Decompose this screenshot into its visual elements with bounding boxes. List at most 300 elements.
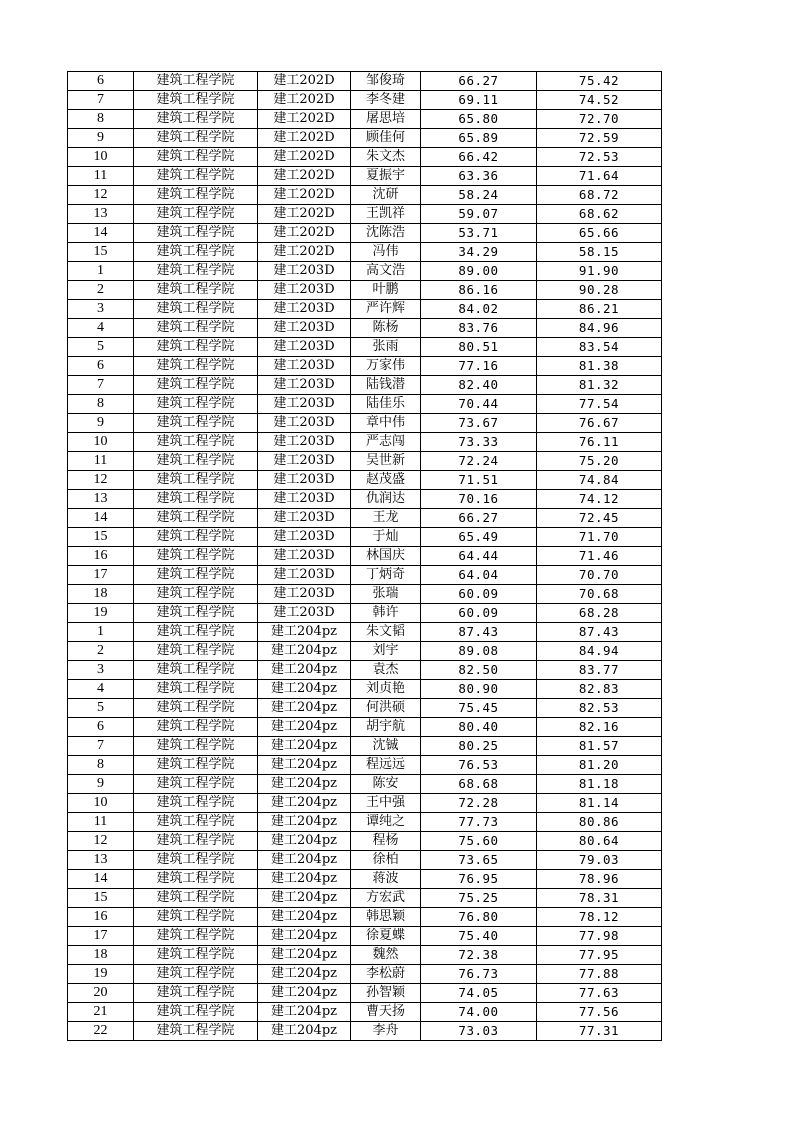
- college-cell: 建筑工程学院: [134, 357, 258, 376]
- class-cell: 建工204pz: [258, 699, 351, 718]
- table-row: [68, 927, 662, 946]
- student-name-cell: 程远远: [351, 756, 421, 775]
- score-a-cell: 73.33: [421, 433, 537, 452]
- row-index-cell: 18: [68, 946, 134, 965]
- student-name-cell: 丁炳奇: [351, 566, 421, 585]
- table-row: [68, 1003, 662, 1022]
- college-cell: 建筑工程学院: [134, 699, 258, 718]
- table-row: [68, 813, 662, 832]
- score-b-cell: 82.16: [537, 718, 662, 737]
- class-cell: 建工203D: [258, 414, 351, 433]
- college-cell: 建筑工程学院: [134, 642, 258, 661]
- college-cell: 建筑工程学院: [134, 889, 258, 908]
- score-b-cell: 68.62: [537, 205, 662, 224]
- row-index-cell: 17: [68, 927, 134, 946]
- score-b-cell: 72.59: [537, 129, 662, 148]
- class-cell: 建工203D: [258, 490, 351, 509]
- row-index-cell: 3: [68, 661, 134, 680]
- row-index-cell: 8: [68, 395, 134, 414]
- college-cell: 建筑工程学院: [134, 737, 258, 756]
- row-index-cell: 19: [68, 965, 134, 984]
- college-cell: 建筑工程学院: [134, 471, 258, 490]
- score-a-cell: 74.00: [421, 1003, 537, 1022]
- table-row: [68, 110, 662, 129]
- table-row: [68, 186, 662, 205]
- score-b-cell: 68.72: [537, 186, 662, 205]
- college-cell: 建筑工程学院: [134, 319, 258, 338]
- college-cell: 建筑工程学院: [134, 300, 258, 319]
- score-a-cell: 66.27: [421, 72, 537, 91]
- college-cell: 建筑工程学院: [134, 338, 258, 357]
- college-cell: 建筑工程学院: [134, 718, 258, 737]
- college-cell: 建筑工程学院: [134, 186, 258, 205]
- class-cell: 建工202D: [258, 167, 351, 186]
- student-name-cell: 陆钱潜: [351, 376, 421, 395]
- row-index-cell: 12: [68, 471, 134, 490]
- college-cell: 建筑工程学院: [134, 395, 258, 414]
- score-a-cell: 60.09: [421, 604, 537, 623]
- table-row: [68, 528, 662, 547]
- college-cell: 建筑工程学院: [134, 490, 258, 509]
- student-name-cell: 朱文杰: [351, 148, 421, 167]
- student-name-cell: 沈研: [351, 186, 421, 205]
- table-row: [68, 338, 662, 357]
- row-index-cell: 10: [68, 433, 134, 452]
- score-b-cell: 82.83: [537, 680, 662, 699]
- score-b-cell: 81.20: [537, 756, 662, 775]
- college-cell: 建筑工程学院: [134, 851, 258, 870]
- row-index-cell: 7: [68, 737, 134, 756]
- class-cell: 建工204pz: [258, 870, 351, 889]
- score-b-cell: 87.43: [537, 623, 662, 642]
- score-a-cell: 76.95: [421, 870, 537, 889]
- score-b-cell: 72.45: [537, 509, 662, 528]
- student-name-cell: 顾佳何: [351, 129, 421, 148]
- college-cell: 建筑工程学院: [134, 262, 258, 281]
- class-cell: 建工202D: [258, 186, 351, 205]
- college-cell: 建筑工程学院: [134, 167, 258, 186]
- student-name-cell: 屠思培: [351, 110, 421, 129]
- college-cell: 建筑工程学院: [134, 148, 258, 167]
- score-a-cell: 65.80: [421, 110, 537, 129]
- college-cell: 建筑工程学院: [134, 680, 258, 699]
- score-b-cell: 81.18: [537, 775, 662, 794]
- class-cell: 建工202D: [258, 129, 351, 148]
- class-cell: 建工204pz: [258, 680, 351, 699]
- row-index-cell: 13: [68, 490, 134, 509]
- class-cell: 建工204pz: [258, 927, 351, 946]
- table-row: [68, 908, 662, 927]
- score-a-cell: 80.51: [421, 338, 537, 357]
- class-cell: 建工204pz: [258, 623, 351, 642]
- score-b-cell: 82.53: [537, 699, 662, 718]
- class-cell: 建工203D: [258, 452, 351, 471]
- score-a-cell: 70.44: [421, 395, 537, 414]
- student-name-cell: 陈安: [351, 775, 421, 794]
- score-b-cell: 68.28: [537, 604, 662, 623]
- class-cell: 建工204pz: [258, 965, 351, 984]
- class-cell: 建工203D: [258, 471, 351, 490]
- student-name-cell: 张雨: [351, 338, 421, 357]
- student-name-cell: 陈杨: [351, 319, 421, 338]
- college-cell: 建筑工程学院: [134, 984, 258, 1003]
- student-name-cell: 李松蔚: [351, 965, 421, 984]
- row-index-cell: 11: [68, 452, 134, 471]
- score-a-cell: 66.27: [421, 509, 537, 528]
- table-row: [68, 889, 662, 908]
- table-row: [68, 72, 662, 91]
- student-name-cell: 朱文韬: [351, 623, 421, 642]
- table-row: [68, 300, 662, 319]
- score-b-cell: 77.63: [537, 984, 662, 1003]
- row-index-cell: 3: [68, 300, 134, 319]
- class-cell: 建工203D: [258, 604, 351, 623]
- student-name-cell: 徐夏蝶: [351, 927, 421, 946]
- student-name-cell: 邹俊琦: [351, 72, 421, 91]
- score-b-cell: 77.88: [537, 965, 662, 984]
- score-b-cell: 77.56: [537, 1003, 662, 1022]
- college-cell: 建筑工程学院: [134, 566, 258, 585]
- table-row: [68, 680, 662, 699]
- score-b-cell: 80.64: [537, 832, 662, 851]
- row-index-cell: 6: [68, 357, 134, 376]
- row-index-cell: 14: [68, 870, 134, 889]
- college-cell: 建筑工程学院: [134, 946, 258, 965]
- student-name-cell: 曹天扬: [351, 1003, 421, 1022]
- college-cell: 建筑工程学院: [134, 91, 258, 110]
- student-name-cell: 蒋波: [351, 870, 421, 889]
- score-b-cell: 70.68: [537, 585, 662, 604]
- row-index-cell: 9: [68, 775, 134, 794]
- row-index-cell: 9: [68, 129, 134, 148]
- student-name-cell: 冯伟: [351, 243, 421, 262]
- class-cell: 建工204pz: [258, 1022, 351, 1041]
- score-b-cell: 83.77: [537, 661, 662, 680]
- row-index-cell: 2: [68, 642, 134, 661]
- student-name-cell: 吴世新: [351, 452, 421, 471]
- score-b-cell: 74.52: [537, 91, 662, 110]
- class-cell: 建工204pz: [258, 889, 351, 908]
- class-cell: 建工202D: [258, 243, 351, 262]
- table-row: [68, 1022, 662, 1041]
- row-index-cell: 6: [68, 72, 134, 91]
- score-a-cell: 77.73: [421, 813, 537, 832]
- row-index-cell: 15: [68, 243, 134, 262]
- student-name-cell: 陆佳乐: [351, 395, 421, 414]
- table-row: [68, 205, 662, 224]
- score-table-body: [68, 72, 662, 1041]
- score-a-cell: 75.25: [421, 889, 537, 908]
- score-a-cell: 63.36: [421, 167, 537, 186]
- college-cell: 建筑工程学院: [134, 585, 258, 604]
- class-cell: 建工204pz: [258, 1003, 351, 1022]
- college-cell: 建筑工程学院: [134, 224, 258, 243]
- row-index-cell: 9: [68, 414, 134, 433]
- score-a-cell: 89.00: [421, 262, 537, 281]
- class-cell: 建工204pz: [258, 775, 351, 794]
- row-index-cell: 18: [68, 585, 134, 604]
- score-a-cell: 80.40: [421, 718, 537, 737]
- score-a-cell: 82.50: [421, 661, 537, 680]
- table-row: [68, 471, 662, 490]
- college-cell: 建筑工程学院: [134, 129, 258, 148]
- student-name-cell: 李舟: [351, 1022, 421, 1041]
- table-row: [68, 91, 662, 110]
- class-cell: 建工203D: [258, 319, 351, 338]
- table-row: [68, 243, 662, 262]
- student-name-cell: 李冬建: [351, 91, 421, 110]
- table-row: [68, 775, 662, 794]
- score-a-cell: 89.08: [421, 642, 537, 661]
- row-index-cell: 15: [68, 528, 134, 547]
- score-b-cell: 78.12: [537, 908, 662, 927]
- table-row: [68, 452, 662, 471]
- table-row: [68, 699, 662, 718]
- score-b-cell: 77.31: [537, 1022, 662, 1041]
- table-row: [68, 414, 662, 433]
- student-name-cell: 刘贞艳: [351, 680, 421, 699]
- college-cell: 建筑工程学院: [134, 908, 258, 927]
- class-cell: 建工203D: [258, 376, 351, 395]
- student-name-cell: 徐柏: [351, 851, 421, 870]
- class-cell: 建工202D: [258, 72, 351, 91]
- class-cell: 建工202D: [258, 91, 351, 110]
- table-row: [68, 167, 662, 186]
- row-index-cell: 1: [68, 262, 134, 281]
- row-index-cell: 14: [68, 224, 134, 243]
- class-cell: 建工204pz: [258, 756, 351, 775]
- score-a-cell: 86.16: [421, 281, 537, 300]
- row-index-cell: 11: [68, 813, 134, 832]
- score-a-cell: 73.03: [421, 1022, 537, 1041]
- score-a-cell: 60.09: [421, 585, 537, 604]
- score-b-cell: 83.54: [537, 338, 662, 357]
- score-b-cell: 70.70: [537, 566, 662, 585]
- score-a-cell: 58.24: [421, 186, 537, 205]
- score-b-cell: 84.96: [537, 319, 662, 338]
- student-name-cell: 叶鹏: [351, 281, 421, 300]
- table-row: [68, 794, 662, 813]
- score-b-cell: 77.54: [537, 395, 662, 414]
- table-row: [68, 585, 662, 604]
- score-a-cell: 87.43: [421, 623, 537, 642]
- student-name-cell: 万家伟: [351, 357, 421, 376]
- score-a-cell: 72.38: [421, 946, 537, 965]
- row-index-cell: 17: [68, 566, 134, 585]
- class-cell: 建工204pz: [258, 984, 351, 1003]
- row-index-cell: 8: [68, 756, 134, 775]
- table-row: [68, 490, 662, 509]
- score-b-cell: 74.84: [537, 471, 662, 490]
- row-index-cell: 4: [68, 319, 134, 338]
- score-b-cell: 71.70: [537, 528, 662, 547]
- score-b-cell: 71.46: [537, 547, 662, 566]
- college-cell: 建筑工程学院: [134, 509, 258, 528]
- student-name-cell: 仇润达: [351, 490, 421, 509]
- student-name-cell: 王凯祥: [351, 205, 421, 224]
- score-a-cell: 80.90: [421, 680, 537, 699]
- class-cell: 建工204pz: [258, 946, 351, 965]
- score-a-cell: 53.71: [421, 224, 537, 243]
- student-name-cell: 夏振宇: [351, 167, 421, 186]
- score-b-cell: 65.66: [537, 224, 662, 243]
- table-row: [68, 148, 662, 167]
- row-index-cell: 11: [68, 167, 134, 186]
- table-row: [68, 319, 662, 338]
- table-row: [68, 984, 662, 1003]
- table-row: [68, 129, 662, 148]
- score-a-cell: 70.16: [421, 490, 537, 509]
- score-b-cell: 86.21: [537, 300, 662, 319]
- class-cell: 建工203D: [258, 357, 351, 376]
- class-cell: 建工203D: [258, 262, 351, 281]
- college-cell: 建筑工程学院: [134, 965, 258, 984]
- score-b-cell: 81.14: [537, 794, 662, 813]
- row-index-cell: 2: [68, 281, 134, 300]
- table-row: [68, 661, 662, 680]
- class-cell: 建工204pz: [258, 718, 351, 737]
- student-name-cell: 程杨: [351, 832, 421, 851]
- row-index-cell: 21: [68, 1003, 134, 1022]
- score-a-cell: 74.05: [421, 984, 537, 1003]
- student-name-cell: 何洪硕: [351, 699, 421, 718]
- row-index-cell: 19: [68, 604, 134, 623]
- class-cell: 建工203D: [258, 585, 351, 604]
- college-cell: 建筑工程学院: [134, 243, 258, 262]
- score-a-cell: 73.67: [421, 414, 537, 433]
- college-cell: 建筑工程学院: [134, 452, 258, 471]
- score-b-cell: 58.15: [537, 243, 662, 262]
- class-cell: 建工202D: [258, 224, 351, 243]
- table-row: [68, 965, 662, 984]
- table-row: [68, 946, 662, 965]
- score-b-cell: 91.90: [537, 262, 662, 281]
- college-cell: 建筑工程学院: [134, 794, 258, 813]
- score-b-cell: 77.95: [537, 946, 662, 965]
- score-b-cell: 81.38: [537, 357, 662, 376]
- class-cell: 建工203D: [258, 281, 351, 300]
- table-row: [68, 395, 662, 414]
- class-cell: 建工204pz: [258, 813, 351, 832]
- class-cell: 建工203D: [258, 566, 351, 585]
- score-b-cell: 81.32: [537, 376, 662, 395]
- student-name-cell: 谭纯之: [351, 813, 421, 832]
- table-row: [68, 604, 662, 623]
- score-a-cell: 76.80: [421, 908, 537, 927]
- college-cell: 建筑工程学院: [134, 281, 258, 300]
- row-index-cell: 16: [68, 908, 134, 927]
- student-name-cell: 张瑞: [351, 585, 421, 604]
- college-cell: 建筑工程学院: [134, 433, 258, 452]
- class-cell: 建工203D: [258, 547, 351, 566]
- score-a-cell: 66.42: [421, 148, 537, 167]
- score-a-cell: 75.40: [421, 927, 537, 946]
- row-index-cell: 7: [68, 376, 134, 395]
- student-name-cell: 刘宇: [351, 642, 421, 661]
- table-row: [68, 433, 662, 452]
- college-cell: 建筑工程学院: [134, 813, 258, 832]
- student-name-cell: 袁杰: [351, 661, 421, 680]
- college-cell: 建筑工程学院: [134, 775, 258, 794]
- class-cell: 建工203D: [258, 300, 351, 319]
- row-index-cell: 5: [68, 338, 134, 357]
- student-name-cell: 沈陈浩: [351, 224, 421, 243]
- row-index-cell: 12: [68, 832, 134, 851]
- student-name-cell: 胡宇航: [351, 718, 421, 737]
- score-a-cell: 65.89: [421, 129, 537, 148]
- row-index-cell: 20: [68, 984, 134, 1003]
- college-cell: 建筑工程学院: [134, 414, 258, 433]
- class-cell: 建工203D: [258, 338, 351, 357]
- table-row: [68, 870, 662, 889]
- class-cell: 建工204pz: [258, 908, 351, 927]
- score-a-cell: 73.65: [421, 851, 537, 870]
- score-b-cell: 76.11: [537, 433, 662, 452]
- college-cell: 建筑工程学院: [134, 1022, 258, 1041]
- row-index-cell: 10: [68, 148, 134, 167]
- table-row: [68, 376, 662, 395]
- score-b-cell: 71.64: [537, 167, 662, 186]
- score-a-cell: 76.53: [421, 756, 537, 775]
- table-row: [68, 623, 662, 642]
- student-name-cell: 方宏武: [351, 889, 421, 908]
- score-a-cell: 65.49: [421, 528, 537, 547]
- score-a-cell: 68.68: [421, 775, 537, 794]
- row-index-cell: 15: [68, 889, 134, 908]
- row-index-cell: 22: [68, 1022, 134, 1041]
- row-index-cell: 1: [68, 623, 134, 642]
- score-a-cell: 80.25: [421, 737, 537, 756]
- table-row: [68, 357, 662, 376]
- score-b-cell: 77.98: [537, 927, 662, 946]
- student-name-cell: 严志闯: [351, 433, 421, 452]
- score-a-cell: 75.60: [421, 832, 537, 851]
- score-a-cell: 34.29: [421, 243, 537, 262]
- table-row: [68, 509, 662, 528]
- score-b-cell: 79.03: [537, 851, 662, 870]
- table-row: [68, 224, 662, 243]
- college-cell: 建筑工程学院: [134, 661, 258, 680]
- student-name-cell: 于灿: [351, 528, 421, 547]
- college-cell: 建筑工程学院: [134, 110, 258, 129]
- class-cell: 建工203D: [258, 509, 351, 528]
- score-b-cell: 78.96: [537, 870, 662, 889]
- class-cell: 建工202D: [258, 110, 351, 129]
- class-cell: 建工203D: [258, 433, 351, 452]
- score-a-cell: 76.73: [421, 965, 537, 984]
- college-cell: 建筑工程学院: [134, 756, 258, 775]
- student-name-cell: 王龙: [351, 509, 421, 528]
- score-a-cell: 72.24: [421, 452, 537, 471]
- score-a-cell: 77.16: [421, 357, 537, 376]
- row-index-cell: 7: [68, 91, 134, 110]
- student-name-cell: 韩思颖: [351, 908, 421, 927]
- class-cell: 建工204pz: [258, 661, 351, 680]
- row-index-cell: 13: [68, 205, 134, 224]
- class-cell: 建工203D: [258, 395, 351, 414]
- college-cell: 建筑工程学院: [134, 1003, 258, 1022]
- table-row: [68, 737, 662, 756]
- score-a-cell: 64.04: [421, 566, 537, 585]
- student-name-cell: 沈铖: [351, 737, 421, 756]
- class-cell: 建工204pz: [258, 737, 351, 756]
- table-row: [68, 566, 662, 585]
- college-cell: 建筑工程学院: [134, 623, 258, 642]
- table-row: [68, 642, 662, 661]
- student-name-cell: 赵茂盛: [351, 471, 421, 490]
- row-index-cell: 6: [68, 718, 134, 737]
- table-row: [68, 851, 662, 870]
